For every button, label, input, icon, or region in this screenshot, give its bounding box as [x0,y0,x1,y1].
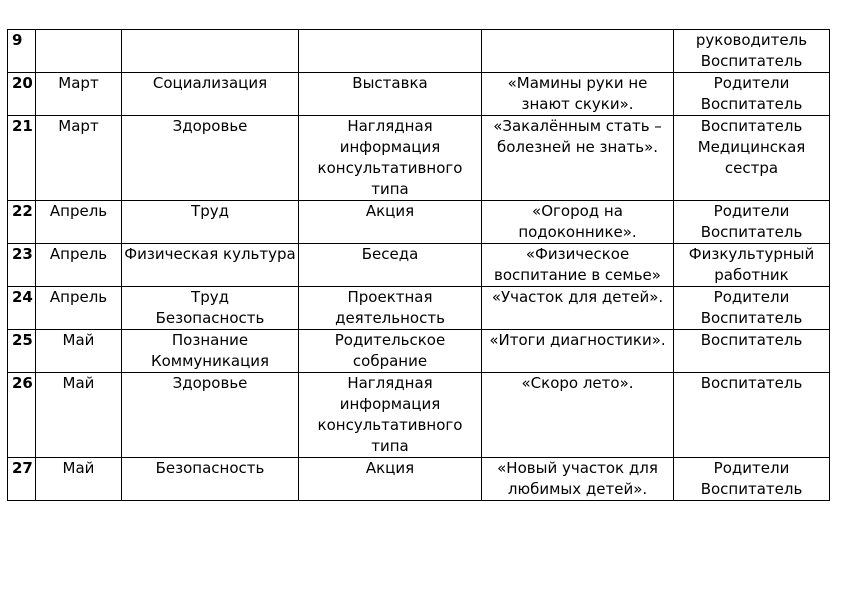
responsible-cell: Родители Воспитатель [674,287,830,330]
form-cell: Беседа [299,244,482,287]
row-number-cell: 9 [8,30,36,73]
responsible-cell: Воспитатель Медицинская сестра [674,116,830,201]
table-row [8,116,830,201]
row-number-cell: 26 [8,373,36,458]
form-cell: Проектная деятельность [299,287,482,330]
topic-cell: «Участок для детей». [482,287,674,330]
month-cell: Апрель [36,244,122,287]
form-cell: Наглядная информация консультативного типа [299,116,482,201]
form-cell: Акция [299,458,482,501]
area-cell: Здоровье [122,116,299,201]
topic-cell [482,30,674,73]
table-row [8,244,830,287]
table-row [8,330,830,373]
responsible-cell: Физкультурный работник [674,244,830,287]
table-row [8,201,830,244]
month-cell: Май [36,373,122,458]
row-number-cell: 21 [8,116,36,201]
month-cell: Апрель [36,287,122,330]
table-row [8,73,830,116]
area-cell: Труд Безопасность [122,287,299,330]
row-number-cell: 25 [8,330,36,373]
row-number-cell: 27 [8,458,36,501]
area-cell: Труд [122,201,299,244]
row-number-cell: 20 [8,73,36,116]
responsible-cell: Родители Воспитатель [674,73,830,116]
topic-cell: «Итоги диагностики». [482,330,674,373]
month-cell: Май [36,458,122,501]
form-cell: Выставка [299,73,482,116]
area-cell: Познание Коммуникация [122,330,299,373]
responsible-cell: Воспитатель [674,373,830,458]
area-cell: Социализация [122,73,299,116]
topic-cell: «Физическое воспитание в семье» [482,244,674,287]
month-cell: Апрель [36,201,122,244]
area-cell: Здоровье [122,373,299,458]
table-row [8,30,830,73]
area-cell: Физическая культура [122,244,299,287]
topic-cell: «Огород на подоконнике». [482,201,674,244]
row-number-cell: 23 [8,244,36,287]
topic-cell: «Скоро лето». [482,373,674,458]
table-row [8,458,830,501]
topic-cell: «Новый участок для любимых детей». [482,458,674,501]
topic-cell: «Мамины руки не знают скуки». [482,73,674,116]
responsible-cell: Родители Воспитатель [674,458,830,501]
row-number-cell: 24 [8,287,36,330]
area-cell [122,30,299,73]
form-cell: Родительское собрание [299,330,482,373]
month-cell: Март [36,73,122,116]
topic-cell: «Закалённым стать – болезней не знать». [482,116,674,201]
form-cell: Наглядная информация консультативного типа [299,373,482,458]
area-cell: Безопасность [122,458,299,501]
month-cell [36,30,122,73]
table-row [8,373,830,458]
form-cell [299,30,482,73]
table-row [8,287,830,330]
month-cell: Март [36,116,122,201]
month-cell: Май [36,330,122,373]
form-cell: Акция [299,201,482,244]
events-plan-table [7,29,830,501]
responsible-cell: Воспитатель [674,330,830,373]
responsible-cell: руководитель Воспитатель [674,30,830,73]
responsible-cell: Родители Воспитатель [674,201,830,244]
row-number-cell: 22 [8,201,36,244]
